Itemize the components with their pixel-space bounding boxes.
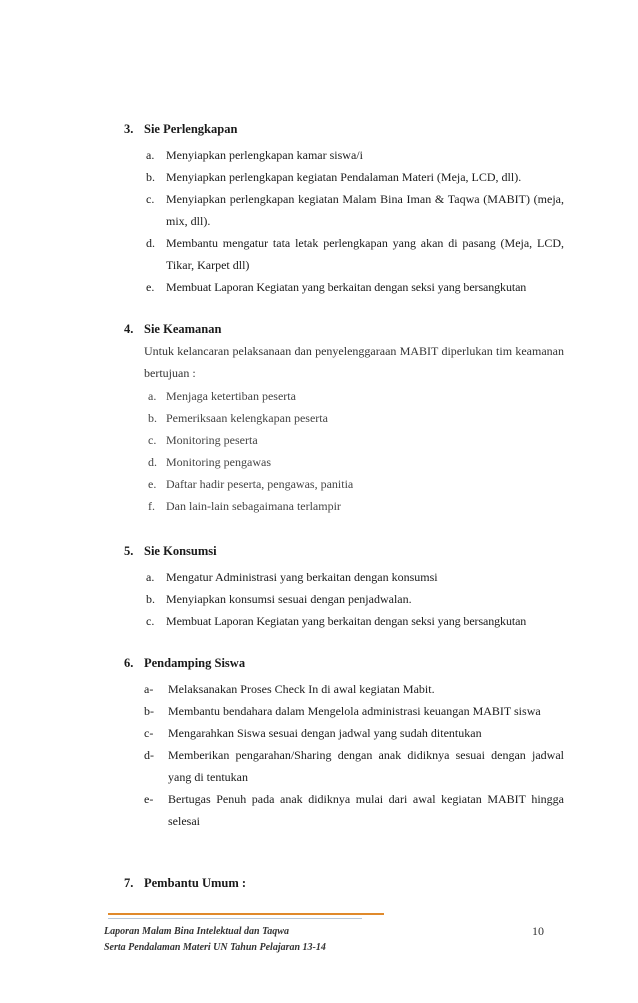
section-title: Sie Keamanan bbox=[144, 322, 222, 336]
list-item bbox=[144, 678, 564, 700]
list-marker: c. bbox=[148, 433, 157, 447]
section-intro: Untuk kelancaran pelaksanaan dan penyelenggaraan MABIT diperlukan tim keamanan bertujuan : bbox=[144, 344, 564, 380]
list-item bbox=[146, 166, 564, 188]
footer-line-1: Laporan Malam Bina Intelektual dan Taqwa bbox=[104, 926, 289, 937]
section-heading bbox=[124, 542, 564, 560]
section-pendamping-siswa bbox=[124, 654, 564, 832]
list-text: Monitoring pengawas bbox=[166, 455, 271, 469]
list-marker: d- bbox=[144, 748, 154, 762]
section-konsumsi bbox=[124, 542, 564, 632]
list-item bbox=[146, 276, 564, 298]
list-marker: d. bbox=[148, 455, 157, 469]
list-item bbox=[144, 788, 564, 832]
list-marker: c. bbox=[146, 192, 155, 206]
list-text: Mengatur Administrasi yang berkaitan dengan konsumsi bbox=[166, 570, 438, 584]
list-item bbox=[144, 744, 564, 788]
section-number: 7. bbox=[124, 876, 134, 890]
footer-caption bbox=[104, 924, 326, 956]
list-item bbox=[146, 144, 564, 166]
page-number: 10 bbox=[532, 924, 544, 938]
list-marker: b- bbox=[144, 704, 154, 718]
list-text: Membantu bendahara dalam Mengelola administrasi keuangan MABIT siswa bbox=[168, 704, 541, 718]
list-text: Bertugas Penuh pada anak didiknya mulai dari awal kegiatan MABIT hingga selesai bbox=[168, 792, 564, 828]
list-item bbox=[148, 385, 564, 407]
list-item bbox=[144, 700, 564, 722]
list-text: Mengarahkan Siswa sesuai dengan jadwal yang sudah ditentukan bbox=[168, 726, 482, 740]
list-text: Melaksanakan Proses Check In di awal kegiatan Mabit. bbox=[168, 682, 435, 696]
list-marker: b. bbox=[146, 170, 155, 184]
section-title: Pendamping Siswa bbox=[144, 656, 246, 670]
list-marker: e. bbox=[146, 280, 155, 294]
list-item bbox=[144, 722, 564, 744]
section-perlengkapan bbox=[124, 120, 564, 298]
list-text: Menjaga ketertiban peserta bbox=[166, 389, 296, 403]
section-number: 4. bbox=[124, 322, 134, 336]
section-number: 6. bbox=[124, 656, 134, 670]
list-text: Menyiapkan perlengkapan kegiatan Pendalaman Materi (Meja, LCD, dll). bbox=[166, 170, 522, 184]
section-heading bbox=[124, 120, 564, 138]
list-marker: a. bbox=[146, 148, 155, 162]
section-keamanan bbox=[124, 320, 564, 517]
list-text: Daftar hadir peserta, pengawas, panitia bbox=[166, 477, 354, 491]
list-item bbox=[146, 566, 564, 588]
list-item bbox=[148, 473, 564, 495]
list-marker: a- bbox=[144, 682, 154, 696]
list-text: Menyiapkan perlengkapan kegiatan Malam Bina Iman & Taqwa (MABIT) (meja, mix, dll). bbox=[166, 192, 564, 228]
footer-line-2: Serta Pendalaman Materi UN Tahun Pelajaran 13-14 bbox=[104, 942, 326, 953]
list-item bbox=[148, 429, 564, 451]
list-marker: a. bbox=[148, 389, 157, 403]
section-heading bbox=[124, 654, 564, 672]
section-heading bbox=[124, 874, 564, 892]
list-item bbox=[146, 588, 564, 610]
list-item bbox=[146, 232, 564, 276]
list-marker: e. bbox=[148, 477, 157, 491]
list-text: Menyiapkan konsumsi sesuai dengan penjadwalan. bbox=[166, 592, 412, 606]
list-marker: c. bbox=[146, 614, 155, 628]
list-text: Membuat Laporan Kegiatan yang berkaitan dengan seksi yang bersangkutan bbox=[166, 614, 527, 628]
list-marker: b. bbox=[148, 411, 157, 425]
list-text: Membantu mengatur tata letak perlengkapan yang akan di pasang (Meja, LCD, Tikar, Karpet dll) bbox=[166, 236, 564, 272]
section-number: 5. bbox=[124, 544, 134, 558]
list-item bbox=[148, 451, 564, 473]
list-text: Menyiapkan perlengkapan kamar siswa/i bbox=[166, 148, 363, 162]
list-marker: e- bbox=[144, 792, 154, 806]
list-marker: b. bbox=[146, 592, 155, 606]
section-number: 3. bbox=[124, 122, 134, 136]
list-marker: a. bbox=[146, 570, 155, 584]
list-item bbox=[146, 188, 564, 232]
footer-rule-blue bbox=[108, 918, 362, 919]
list-item bbox=[148, 495, 564, 517]
footer-rule-orange bbox=[108, 913, 384, 915]
section-pembantu-umum bbox=[124, 874, 564, 892]
list-text: Membuat Laporan Kegiatan yang berkaitan dengan seksi yang bersangkutan bbox=[166, 280, 527, 294]
list-item bbox=[146, 610, 564, 632]
list-text: Monitoring peserta bbox=[166, 433, 258, 447]
section-title: Sie Perlengkapan bbox=[144, 122, 238, 136]
section-heading bbox=[124, 320, 564, 338]
list-marker: d. bbox=[146, 236, 155, 250]
list-text: Pemeriksaan kelengkapan peserta bbox=[166, 411, 328, 425]
list-text: Dan lain-lain sebagaimana terlampir bbox=[166, 499, 341, 513]
section-title: Pembantu Umum : bbox=[144, 876, 247, 890]
list-marker: f. bbox=[148, 499, 155, 513]
section-title: Sie Konsumsi bbox=[144, 544, 217, 558]
list-marker: c- bbox=[144, 726, 154, 740]
list-item bbox=[148, 407, 564, 429]
list-text: Memberikan pengarahan/Sharing dengan anak didiknya sesuai dengan jadwal yang di tentukan bbox=[168, 748, 564, 784]
